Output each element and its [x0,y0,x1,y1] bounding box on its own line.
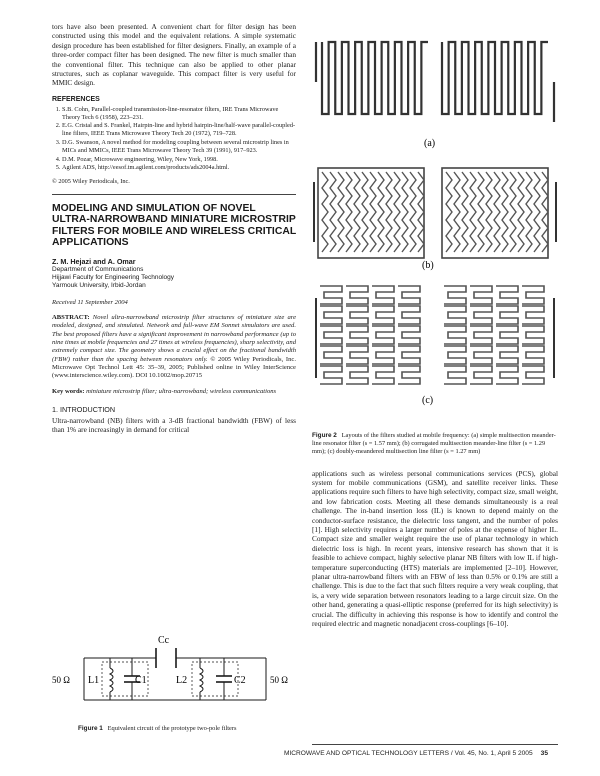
figure-2-label: Figure 2 [312,432,337,439]
layout-c-doubly-meandered [312,278,558,408]
doubly-meandered-resonator-1-cell [372,306,394,324]
doubly-meandered-resonator-2-cell [496,366,518,384]
doubly-meandered-resonator-1-cell [398,326,420,344]
corrugated-resonator-2-corrugation [494,172,500,252]
corrugated-resonator-1-corrugation [354,172,360,252]
layout-a-meander-line [312,22,558,152]
figure-2-text: Layouts of the filters studied at mobile frequency: (a) simple multisection meander-line resonator filter (s = 1.57 mm); (b) corrugated multisection meander-line filter (s = 1.29 mm); (c) doubly-meandered multisection line filter (s = 1.27 mm) [312,432,556,456]
equivalent-circuit-diagram [52,630,296,720]
l1-coil [110,668,113,692]
doubly-meandered-resonator-1-cell [320,326,342,344]
keywords-label: Key words: [52,388,85,396]
received-date: Received 11 September 2004 [52,299,128,307]
corrugated-resonator-1-corrugation [322,172,328,252]
label-a: (a) [424,138,436,149]
label-cc: Cc [158,635,170,646]
figure-1-label: Figure 1 [78,725,103,732]
corrugated-resonator-2-corrugation [542,172,548,252]
corrugated-resonator-2-corrugation [534,172,540,252]
corrugated-resonator-2-corrugation [486,172,492,252]
left-column [52,22,296,435]
layout-b-corrugated [312,162,558,272]
corrugated-resonator-1-corrugation [330,172,336,252]
corrugated-resonator-2-corrugation [510,172,516,252]
abstract-label: ABSTRACT: [52,314,90,322]
corrugated-resonator-1-corrugation [370,172,376,252]
authors: Z. M. Hejazi and A. Omar [52,257,136,267]
corrugated-resonator-1-corrugation [402,172,408,252]
label-l2: L2 [176,675,188,686]
doubly-meandered-resonator-2-cell [444,326,466,344]
right-column [312,22,558,629]
corrugated-resonator-1-corrugation [394,172,400,252]
corrugated-resonator-1-corrugation [346,172,352,252]
references-heading: REFERENCES [52,95,100,103]
doubly-meandered-resonator-2-cell [470,286,492,304]
abstract-roman: © 2005 Wiley Periodicals, Inc. Microwave Opt Technol Lett 45: 35–39, 2005; Published online in Wiley InterScience (www.interscience.wiley.com). DOI 10.1002/mop.20715 [52,355,296,380]
intro-start: Ultra-narrowband (NB) filters with a 3-dB fractional bandwidth (FBW) of less than 1% are increasingly in demand for critical [52,415,296,435]
doubly-meandered-resonator-2-cell [444,286,466,304]
doubly-meandered-resonator-2-cell [522,286,544,304]
doubly-meandered-resonator-1-cell [372,366,394,384]
doubly-meandered-resonator-1-cell [320,306,342,324]
doubly-meandered-resonator-1-cell [346,286,368,304]
page-number: 35 [540,750,548,757]
corrugated-resonator-2-corrugation [502,172,508,252]
label-c2: C2 [234,675,246,686]
corrugated-resonator-2-corrugation [478,172,484,252]
doubly-meandered-resonator-2-cell [444,366,466,384]
abstract-italic: Novel ultra-narrowband microstrip filter structures of miniature size are modeled, designed, and simulated. Network and full-wave EM Sonnet simulators are used. The best proposed filters have a significant improvement in narrowband performance (up to nine times at mobile frequencies and 27 times at wireless frequencies), sharp selectivity, and extremely compact size. The geometry shows a crucial effect on the fractional bandwidth (FBW) rather than the spacing between resonators only. [52,314,297,363]
copyright: © 2005 Wiley Periodicals, Inc. [52,178,130,186]
reference-item: 1. S.B. Cohn, Parallel-coupled transmission-line-resonator filters, IRE Trans Microwave Theory Tech 6 (1958), 223–231. [62,106,296,122]
section-heading: 1. INTRODUCTION [52,404,116,414]
page-footer [228,750,548,757]
corrugated-resonator-1-corrugation [338,172,344,252]
doubly-meandered-resonator-2-cell [470,306,492,324]
footer-rule [312,744,558,745]
keywords [52,388,296,396]
doubly-meandered-resonator-1-cell [346,366,368,384]
tank2-box [192,662,238,696]
reference-item: 4. D.M. Pozar, Microwave engineering, Wiley, New York, 1998. [62,156,296,164]
right-body-paragraph: applications such as wireless personal communications services (PCS), global system for mobile communications (GSM), and satellite receiver links. These applications require such filters to have high selectivity, compact size, small weight, and low fabrication costs. Meeting all these demands simultaneously is a real challenge. The in-band insertion loss (IL) is known to depend mainly on the conductor-surface resistance, the dielectric loss tangent, and the number of poles [1]. High selectivity requires a larger number of poles at the expense of higher IL. Compact size and smaller weight require the use of planar technology in which dielectric loss is high. In recent years, intensive research has shown that it is feasible to achieve compact, highly selective planar NB filters with low IL if high-temperature superconducting (HTS) materials are implemented [2–10]. However, planar ultra-narrowband filters with an FBW of less than 0.5% or 0.1% are still a challenge. This is due to the fact that such filters require a very weak coupling, that is, a very wide separation between resonators leading to a large circuit size. On the other hand, generating a quasi-elliptic response (preferred for its high selectivity) is crucial. The difficulty in achieving this response is how to identify and control the required electric and magnetic nonadjacent cross-couplings [6–10]. [312,468,558,629]
label-c: (c) [422,395,434,406]
corrugated-resonator-1-corrugation [386,172,392,252]
footer-journal: MICROWAVE AND OPTICAL TECHNOLOGY LETTERS / Vol. 45, No. 1, April 5 2005 [283,750,533,757]
doubly-meandered-resonator-2-cell [444,346,466,364]
corrugated-resonator-1-corrugation [410,172,416,252]
doubly-meandered-resonator-1-cell [372,326,394,344]
corrugated-resonator-2-corrugation [454,172,460,252]
doubly-meandered-resonator-2-cell [444,306,466,324]
figure-2 [312,22,558,422]
figure-1-text: Equivalent circuit of the prototype two-pole filters [107,725,237,732]
doubly-meandered-resonator-1-cell [320,286,342,304]
affiliation-line: Yarmouk University, Irbid-Jordan [52,282,146,290]
doubly-meandered-resonator-2-cell [522,306,544,324]
intro-paragraph: tors have also been presented. A convenient chart for filter design has been constructed using this model and the equivalent relations. A simple systematic design procedure has been established for filter designers. Finally, an example of a three-order compact filter has been designed. The new filter is much smaller than the conventional filter. This technique can also be applied to other planar structures, such as coplanar waveguide. This compact filter is very useful for MMIC design. [52,22,296,88]
affiliation-line: Department of Communications [52,266,144,274]
meander-resonator-2 [442,42,548,114]
doubly-meandered-resonator-1-cell [372,346,394,364]
doubly-meandered-resonator-1-cell [346,306,368,324]
doubly-meandered-resonator-1-cell [346,346,368,364]
label-r-left: 50 Ω [52,675,70,685]
figure-1 [52,630,296,734]
doubly-meandered-resonator-1-cell [398,306,420,324]
keywords-text: miniature microstrip filter; ultra-narrowband; wireless communications [84,388,277,396]
label-b: (b) [422,260,434,271]
doubly-meandered-resonator-2-cell [470,346,492,364]
doubly-meandered-resonator-2-cell [496,326,518,344]
abstract [52,314,296,380]
corrugated-resonator-2-corrugation [526,172,532,252]
meander-resonator-1 [322,42,428,114]
doubly-meandered-resonator-1-cell [372,286,394,304]
figure-1-caption [78,725,296,733]
corrugated-resonator-2-corrugation [518,172,524,252]
section-divider [52,194,296,195]
corrugated-resonator-1-corrugation [418,172,424,252]
doubly-meandered-resonator-2-cell [522,326,544,344]
label-c1: C1 [135,675,147,686]
doubly-meandered-resonator-2-cell [496,306,518,324]
article-title: MODELING AND SIMULATION OF NOVEL ULTRA-NARROWBAND MINIATURE MICROSTRIP FILTERS FOR MOBILE AND WIRELESS CRITICAL APPLICATIONS [52,203,296,248]
reference-item: 2. E.G. Cristal and S. Frankel, Hairpin-line and hybrid hairpin-line/half-wave parallel-coupled-line filters, IEEE Trans Microwave Theory Tech 20 (1972), 719–728. [62,122,296,138]
doubly-meandered-resonator-2-cell [522,366,544,384]
doubly-meandered-resonator-1-cell [398,346,420,364]
figure-2-caption [312,432,558,457]
doubly-meandered-resonator-1-cell [398,286,420,304]
reference-item: 5. Agilent ADS, http://eesof.tm.agilent.com/products/ads2004a.html. [62,164,296,172]
doubly-meandered-resonator-1-cell [320,366,342,384]
doubly-meandered-resonator-1-cell [320,346,342,364]
corrugated-resonator-2-corrugation [470,172,476,252]
doubly-meandered-resonator-1-cell [346,326,368,344]
doubly-meandered-resonator-2-cell [496,346,518,364]
corrugated-resonator-1-corrugation [378,172,384,252]
label-r-right: 50 Ω [270,675,288,685]
corrugated-resonator-2-corrugation [462,172,468,252]
doubly-meandered-resonator-2-cell [496,286,518,304]
label-l1: L1 [88,675,100,686]
doubly-meandered-resonator-2-cell [522,346,544,364]
references-list [52,106,296,172]
doubly-meandered-resonator-1-cell [398,366,420,384]
reference-item: 3. D.G. Swanson, A novel method for modeling coupling between several microstrip lines in MICs and MMICs, IEEE Trans Microwave Theory Tech 39 (1991), 917–923. [62,139,296,155]
corrugated-resonator-1-corrugation [362,172,368,252]
doubly-meandered-resonator-2-cell [470,326,492,344]
l2-coil [200,668,203,692]
corrugated-resonator-2-corrugation [446,172,452,252]
doubly-meandered-resonator-2-cell [470,366,492,384]
affiliation-line: Hijjawi Faculty for Engineering Technology [52,274,174,282]
